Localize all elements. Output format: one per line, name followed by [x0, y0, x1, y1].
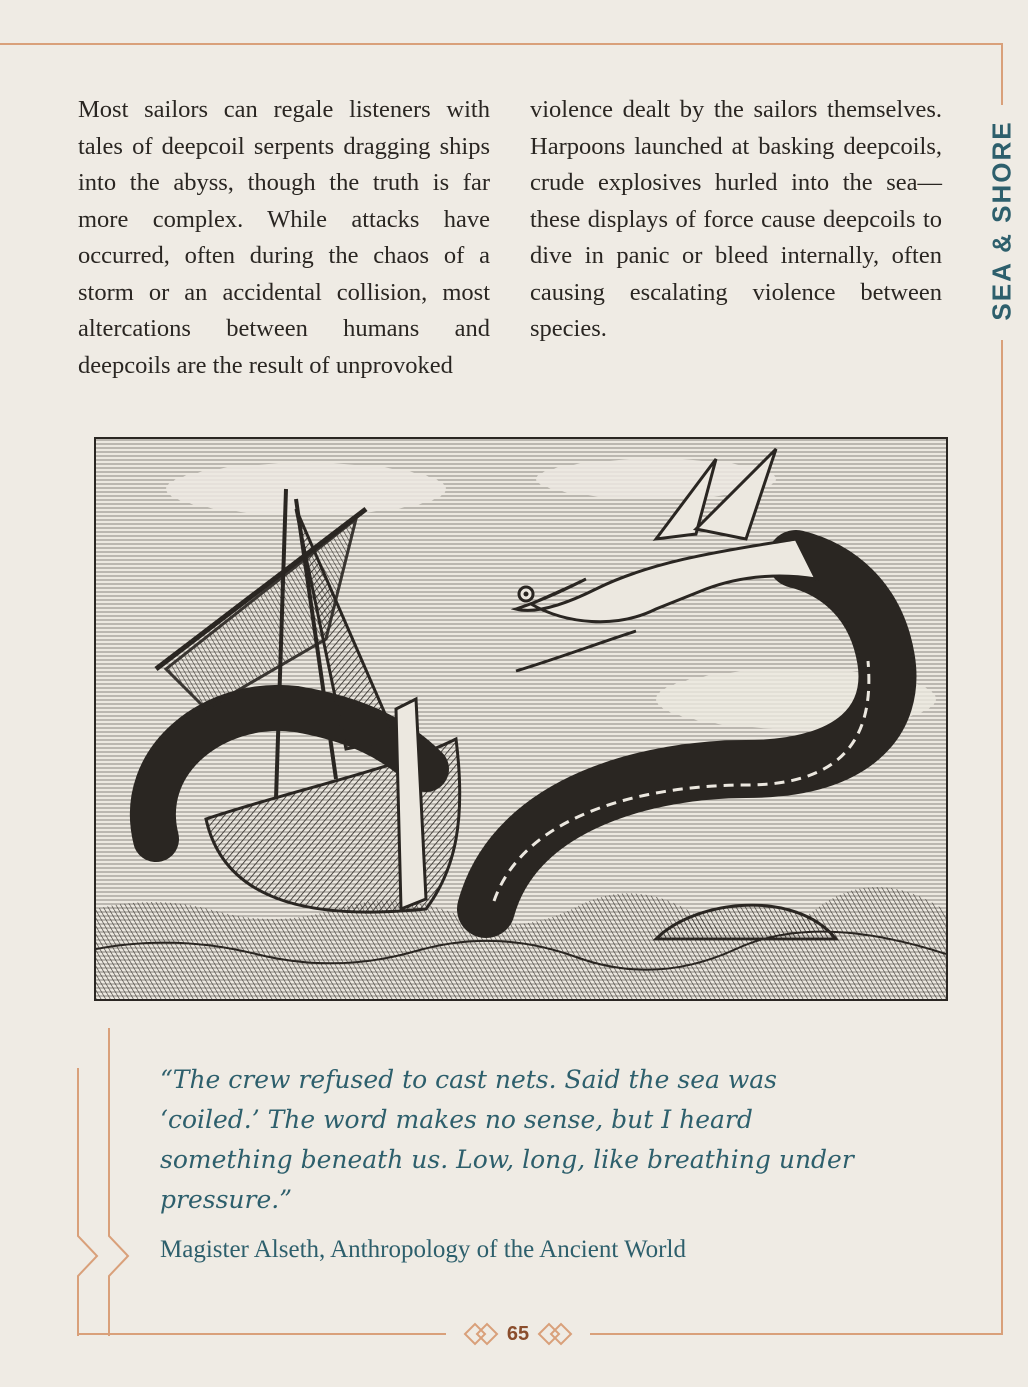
quote-attribution: Magister Alseth, Anthropology of the Ancient World: [160, 1236, 686, 1263]
page-number-block: [446, 1314, 590, 1354]
body-column-right: violence dealt by the sailors themselves. Harpoons launched at basking deepcoils, crude explosives hurled into the sea—these displays of force cause deepcoils to dive in panic or bleed internally, often causing escalating violence between species.: [530, 96, 942, 342]
engraving-drawing: [96, 439, 946, 999]
pull-quote: “The crew refused to cast nets. Said the sea was ‘coiled.’ The word makes no sense, but I heard something beneath us. Low, long, like breathing under pressure.”: [160, 1065, 854, 1214]
ornament-left-icon: [463, 1320, 499, 1348]
quote-bracket-ornament: [72, 1028, 132, 1336]
frame-bottom-rule-right: [590, 1333, 1003, 1335]
frame-right-rule-lower: [1001, 340, 1003, 1335]
frame-top-rule: [0, 43, 1003, 45]
sea-serpent-engraving: [94, 437, 948, 1001]
frame-right-rule-upper: [1001, 43, 1003, 105]
section-tab-label: SEA & SHORE: [986, 119, 1017, 321]
body-text: [78, 92, 942, 384]
body-column-left: Most sailors can regale listeners with tales of deepcoil serpents dragging ships into the abyss, though the truth is far more complex. While attacks have occurred, often during the chaos of a storm or an accidental collision, most altercations between humans and deepcoils are the result of unprovoked: [78, 96, 490, 379]
section-tab: [982, 105, 1022, 335]
page-number: 65: [506, 1322, 530, 1345]
ornament-right-icon: [537, 1320, 573, 1348]
frame-bottom-rule-left: [78, 1333, 446, 1335]
